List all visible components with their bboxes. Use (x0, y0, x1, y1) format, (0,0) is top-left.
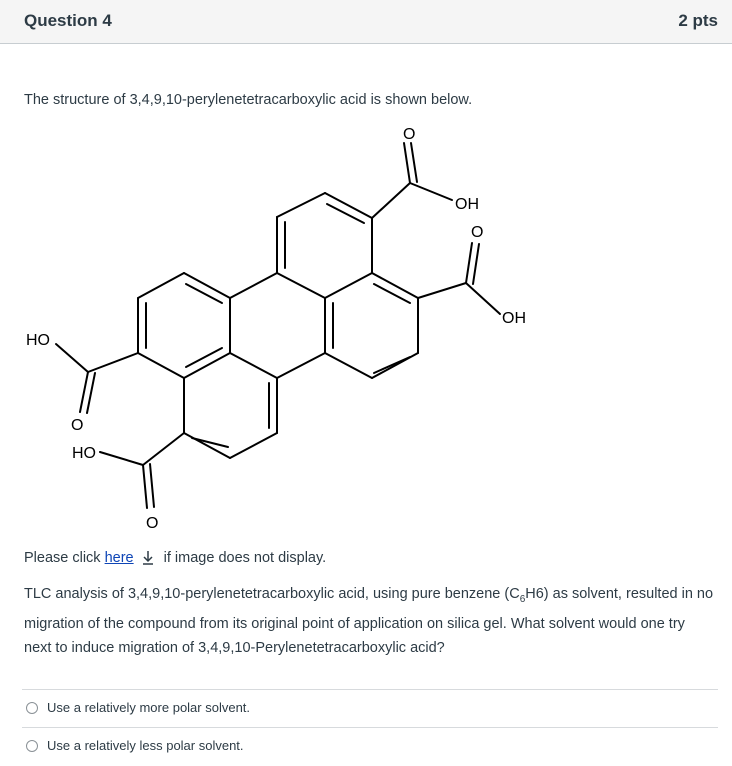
body-part2: H6) as solvent, resulted in no migration of the compound from its original point of application on silica gel. What solvent would one try next to induce migration of 3,4,9,10-Perylenetetracarboxylic acid? (24, 586, 714, 656)
download-icon[interactable] (140, 549, 156, 565)
label-o-top: O (403, 126, 416, 143)
carboxyl-bonds (56, 143, 500, 508)
label-o-mid: O (471, 224, 484, 241)
perylenetetracarboxylic-acid-structure (0, 118, 560, 538)
question-body (24, 582, 714, 660)
label-oh-top: OH (455, 196, 479, 213)
body-subscript: 6 (519, 593, 526, 605)
divider (22, 727, 718, 728)
option-label: Use a relatively less polar solvent. (47, 738, 244, 753)
question-title: Question 4 (24, 11, 112, 30)
image-notice-prefix: Please click (24, 550, 105, 566)
image-link[interactable]: here (104, 550, 134, 566)
label-ho-left: HO (26, 332, 50, 349)
label-o-left: O (71, 417, 84, 434)
radio-button[interactable] (26, 740, 38, 752)
ring-bonds (138, 193, 418, 458)
label-oh-mid: OH (502, 310, 526, 327)
label-o-bottom: O (146, 515, 159, 532)
question-header (0, 0, 732, 44)
intro-text: The structure of 3,4,9,10-perylenetetracarboxylic acid is shown below. (24, 92, 473, 108)
label-ho-bottom: HO (72, 445, 96, 462)
radio-button[interactable] (26, 702, 38, 714)
option-label: Use a relatively more polar solvent. (47, 700, 251, 715)
answer-option-more-polar[interactable] (26, 700, 250, 715)
body-part1: TLC analysis of 3,4,9,10-perylenetetracarboxylic acid, using pure benzene (C (24, 586, 520, 602)
divider (22, 689, 718, 690)
answer-option-less-polar[interactable] (26, 738, 244, 753)
question-points: 2 pts (678, 11, 718, 30)
image-notice (24, 546, 326, 570)
image-notice-suffix: if image does not display. (159, 550, 327, 566)
